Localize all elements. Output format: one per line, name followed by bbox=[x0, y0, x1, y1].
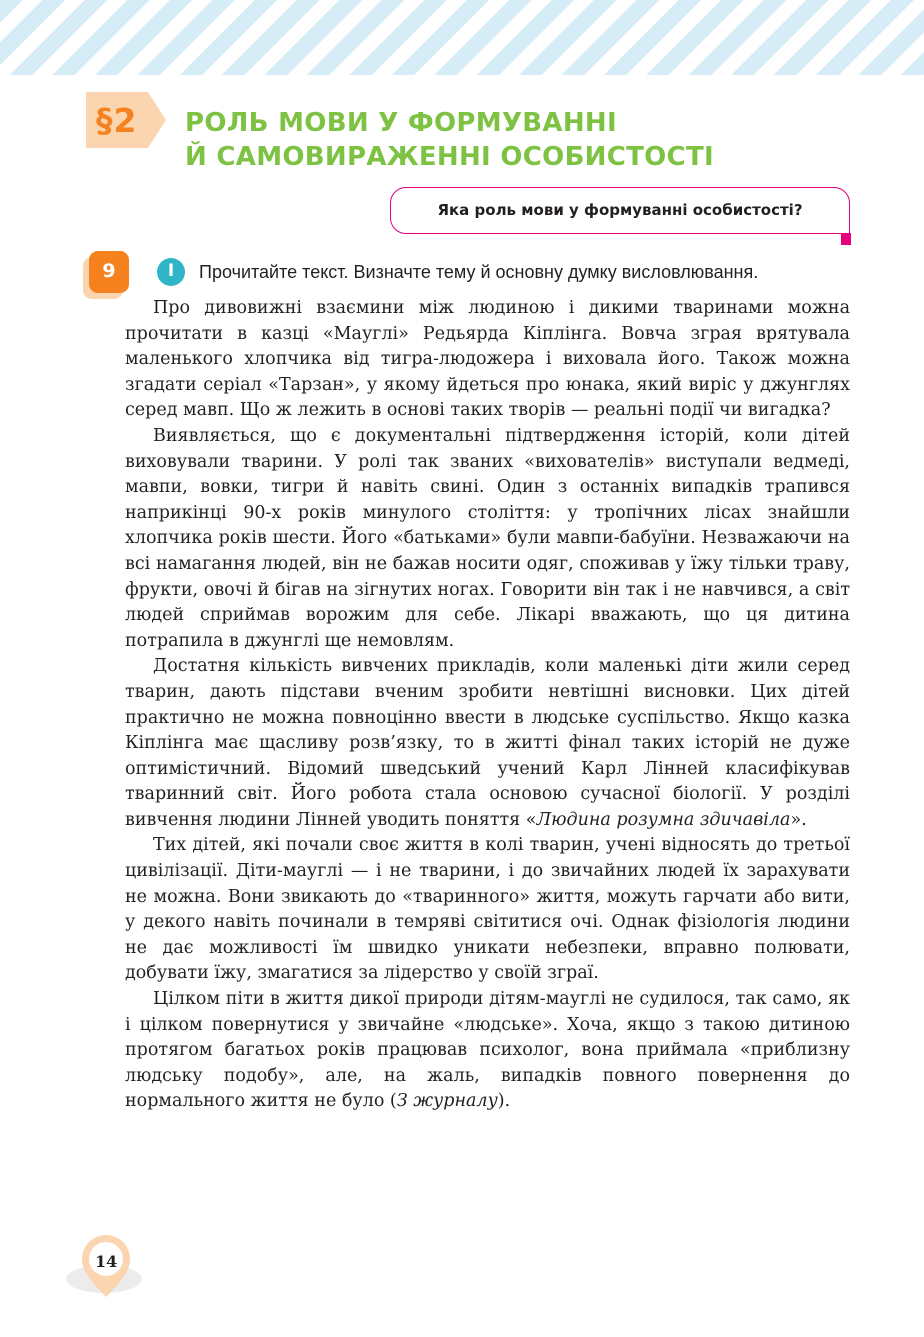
paragraph-1: Про дивовижні взаємини між людиною і дикими тваринами можна прочитати в казці «Мауглі» Редьярда Кіплінга. Вовча зграя врятувала маленького хлопчика від тигра-людожера і виховала його. Також можна згадати серіал «Тарзан», у якому йдеться про юнака, який виріс у джунглях серед мавп. Що ж лежить в основі таких творів — реальні події чи вигадка? bbox=[125, 298, 850, 421]
info-icon-label: I bbox=[167, 261, 175, 281]
section-mark: §2 bbox=[96, 101, 138, 140]
paragraph-3-end: ». bbox=[790, 809, 807, 830]
exercise-number: 9 bbox=[102, 260, 116, 282]
paragraph-3 bbox=[125, 654, 850, 833]
page-number-marker bbox=[66, 1231, 176, 1311]
reading-text bbox=[125, 296, 850, 1115]
paragraph-3-text: Достатня кількість вивчених прикладів, коли маленькі діти жили серед тварин, дають підстави вченим зробити невтішні висновки. Цих дітей практично не можна повноцінно ввести в людське суспільство. Якщо казка Кіплінга має щасливу розв’язку, то в житті фінал таких історій не дуже оптимістичний. Відомий шведський учений Карл Лінней класифікував тваринний світ. Його робота стала основою сучасної біології. У розділі вивчення людини Лінней уводить поняття « bbox=[125, 656, 850, 830]
paragraph-2: Виявляється, що є документальні підтвердження історій, коли дітей виховували тварини. У ролі так званих «вихователів» виступали ведмеді, мавпи, вовки, тигри й навіть свині. Один з останніх випадків трапився наприкінці 90-х років минулого століття: у тропічних лісах знайшли хлопчика років шести. Його «батьками» були мавпи-бабуїни. Незважаючи на всі намагання людей, він не бажав носити одяг, споживав у їжу тільки траву, фрукти, овочі й бігав на зігнутих ногах. Говорити він так і не навчився, а світ людей сприймав ворожим для себе. Лікарі вважають, що ця дитина потрапила в джунглі ще немовлям. bbox=[125, 425, 850, 651]
paragraph-4: Тих дітей, які почали своє життя в колі тварин, учені відносять до третьої цивілізації. Діти-мауглі — і не тварини, і до звичайних людей їх зарахувати не можна. Вони звикають до «тваринного» життя, можуть гарчати або вити, у декого навіть починали в темряві світитися очі. Однак фізіологія людини не дає можливості їм швидко уникати небезпеки, вправно полювати, добувати їжу, змагатися за лідерство у своїй зграї. bbox=[125, 835, 850, 984]
paragraph-5-end: ). bbox=[497, 1091, 511, 1112]
paragraph-3-term: Людина розумна здичавіла bbox=[536, 809, 791, 830]
paragraph-5-text: Цілком піти в життя дикої природи дітям-мауглі не судилося, так само, як і цілком повернутися у звичайне «людське». Хоча, якщо з такою дитиною протягом багатьох років працював психолог, вона приймала «приблизну людську подобу», але, на жаль, випадків повного повернення до нормального життя не було ( bbox=[125, 989, 850, 1112]
exercise-task: Прочитайте текст. Визначте тему й основну думку висловлювання. bbox=[199, 262, 759, 282]
info-icon bbox=[157, 258, 185, 286]
page-marker-icon bbox=[66, 1231, 176, 1311]
paragraph-5-source: З журналу bbox=[396, 1091, 498, 1112]
header-stripes bbox=[0, 0, 924, 75]
key-question-box bbox=[390, 187, 850, 234]
page-title bbox=[185, 106, 714, 174]
paragraph-5 bbox=[125, 987, 850, 1115]
exercise-number-badge bbox=[89, 251, 129, 293]
title-line-2: Й САМОВИРАЖЕННІ ОСОБИСТОСТІ bbox=[185, 142, 714, 172]
page-number: 14 bbox=[95, 1252, 118, 1271]
title-line-1: РОЛЬ МОВИ У ФОРМУВАННІ bbox=[185, 108, 617, 138]
section-badge bbox=[86, 92, 168, 148]
question-box-tab bbox=[841, 233, 851, 245]
key-question: Яка роль мови у формуванні особистості? bbox=[437, 201, 803, 219]
